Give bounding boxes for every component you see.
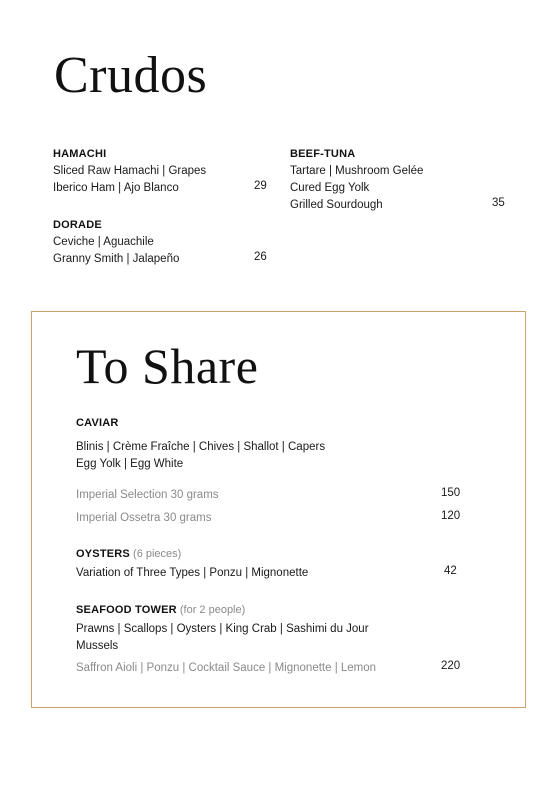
oysters-desc: Variation of Three Types | Ponzu | Mignonette xyxy=(76,567,309,579)
seafood-tower-heading xyxy=(76,604,245,616)
hamachi-desc-1: Sliced Raw Hamachi | Grapes xyxy=(53,165,207,177)
beef-tuna-desc-1: Tartare | Mushroom Gelée xyxy=(290,165,424,177)
dorade-price: 26 xyxy=(254,251,267,263)
hamachi-name: HAMACHI xyxy=(53,148,107,160)
oysters-note: (6 pieces) xyxy=(133,548,182,560)
beef-tuna-desc-2: Cured Egg Yolk xyxy=(290,182,370,194)
seafood-tower-name: SEAFOOD TOWER xyxy=(76,604,177,616)
caviar-desc-2: Egg Yolk | Egg White xyxy=(76,458,184,470)
caviar-name: CAVIAR xyxy=(76,417,119,429)
beef-tuna-price: 35 xyxy=(492,197,505,209)
seafood-tower-price: 220 xyxy=(441,660,461,672)
caviar-option-price: 150 xyxy=(441,487,461,499)
beef-tuna-name: BEEF-TUNA xyxy=(290,148,356,160)
dorade-desc-2: Granny Smith | Jalapeño xyxy=(53,253,180,265)
seafood-tower-desc-3: Saffron Aioli | Ponzu | Cocktail Sauce | Mignonette | Lemon xyxy=(76,662,377,674)
caviar-desc-1: Blinis | Crème Fraîche | Chives | Shallot | Capers xyxy=(76,441,326,453)
seafood-tower-desc-1: Prawns | Scallops | Oysters | King Crab | Sashimi du Jour xyxy=(76,623,369,635)
hamachi-price: 29 xyxy=(254,180,267,192)
seafood-tower-desc-2: Mussels xyxy=(76,640,119,652)
caviar-option-price: 120 xyxy=(441,510,461,522)
seafood-tower-note: (for 2 people) xyxy=(179,604,246,616)
oysters-heading xyxy=(76,548,181,560)
oysters-price: 42 xyxy=(444,565,457,577)
hamachi-desc-2: Iberico Ham | Ajo Blanco xyxy=(53,182,179,194)
crudos-title: Crudos xyxy=(54,47,208,104)
caviar-option-label: Imperial Selection 30 grams xyxy=(76,489,219,501)
dorade-desc-1: Ceviche | Aguachile xyxy=(53,236,154,248)
dorade-name: DORADE xyxy=(53,219,102,231)
oysters-name: OYSTERS xyxy=(76,548,130,560)
beef-tuna-desc-3: Grilled Sourdough xyxy=(290,199,383,211)
to-share-title: To Share xyxy=(76,338,259,394)
caviar-option-label: Imperial Ossetra 30 grams xyxy=(76,512,212,524)
